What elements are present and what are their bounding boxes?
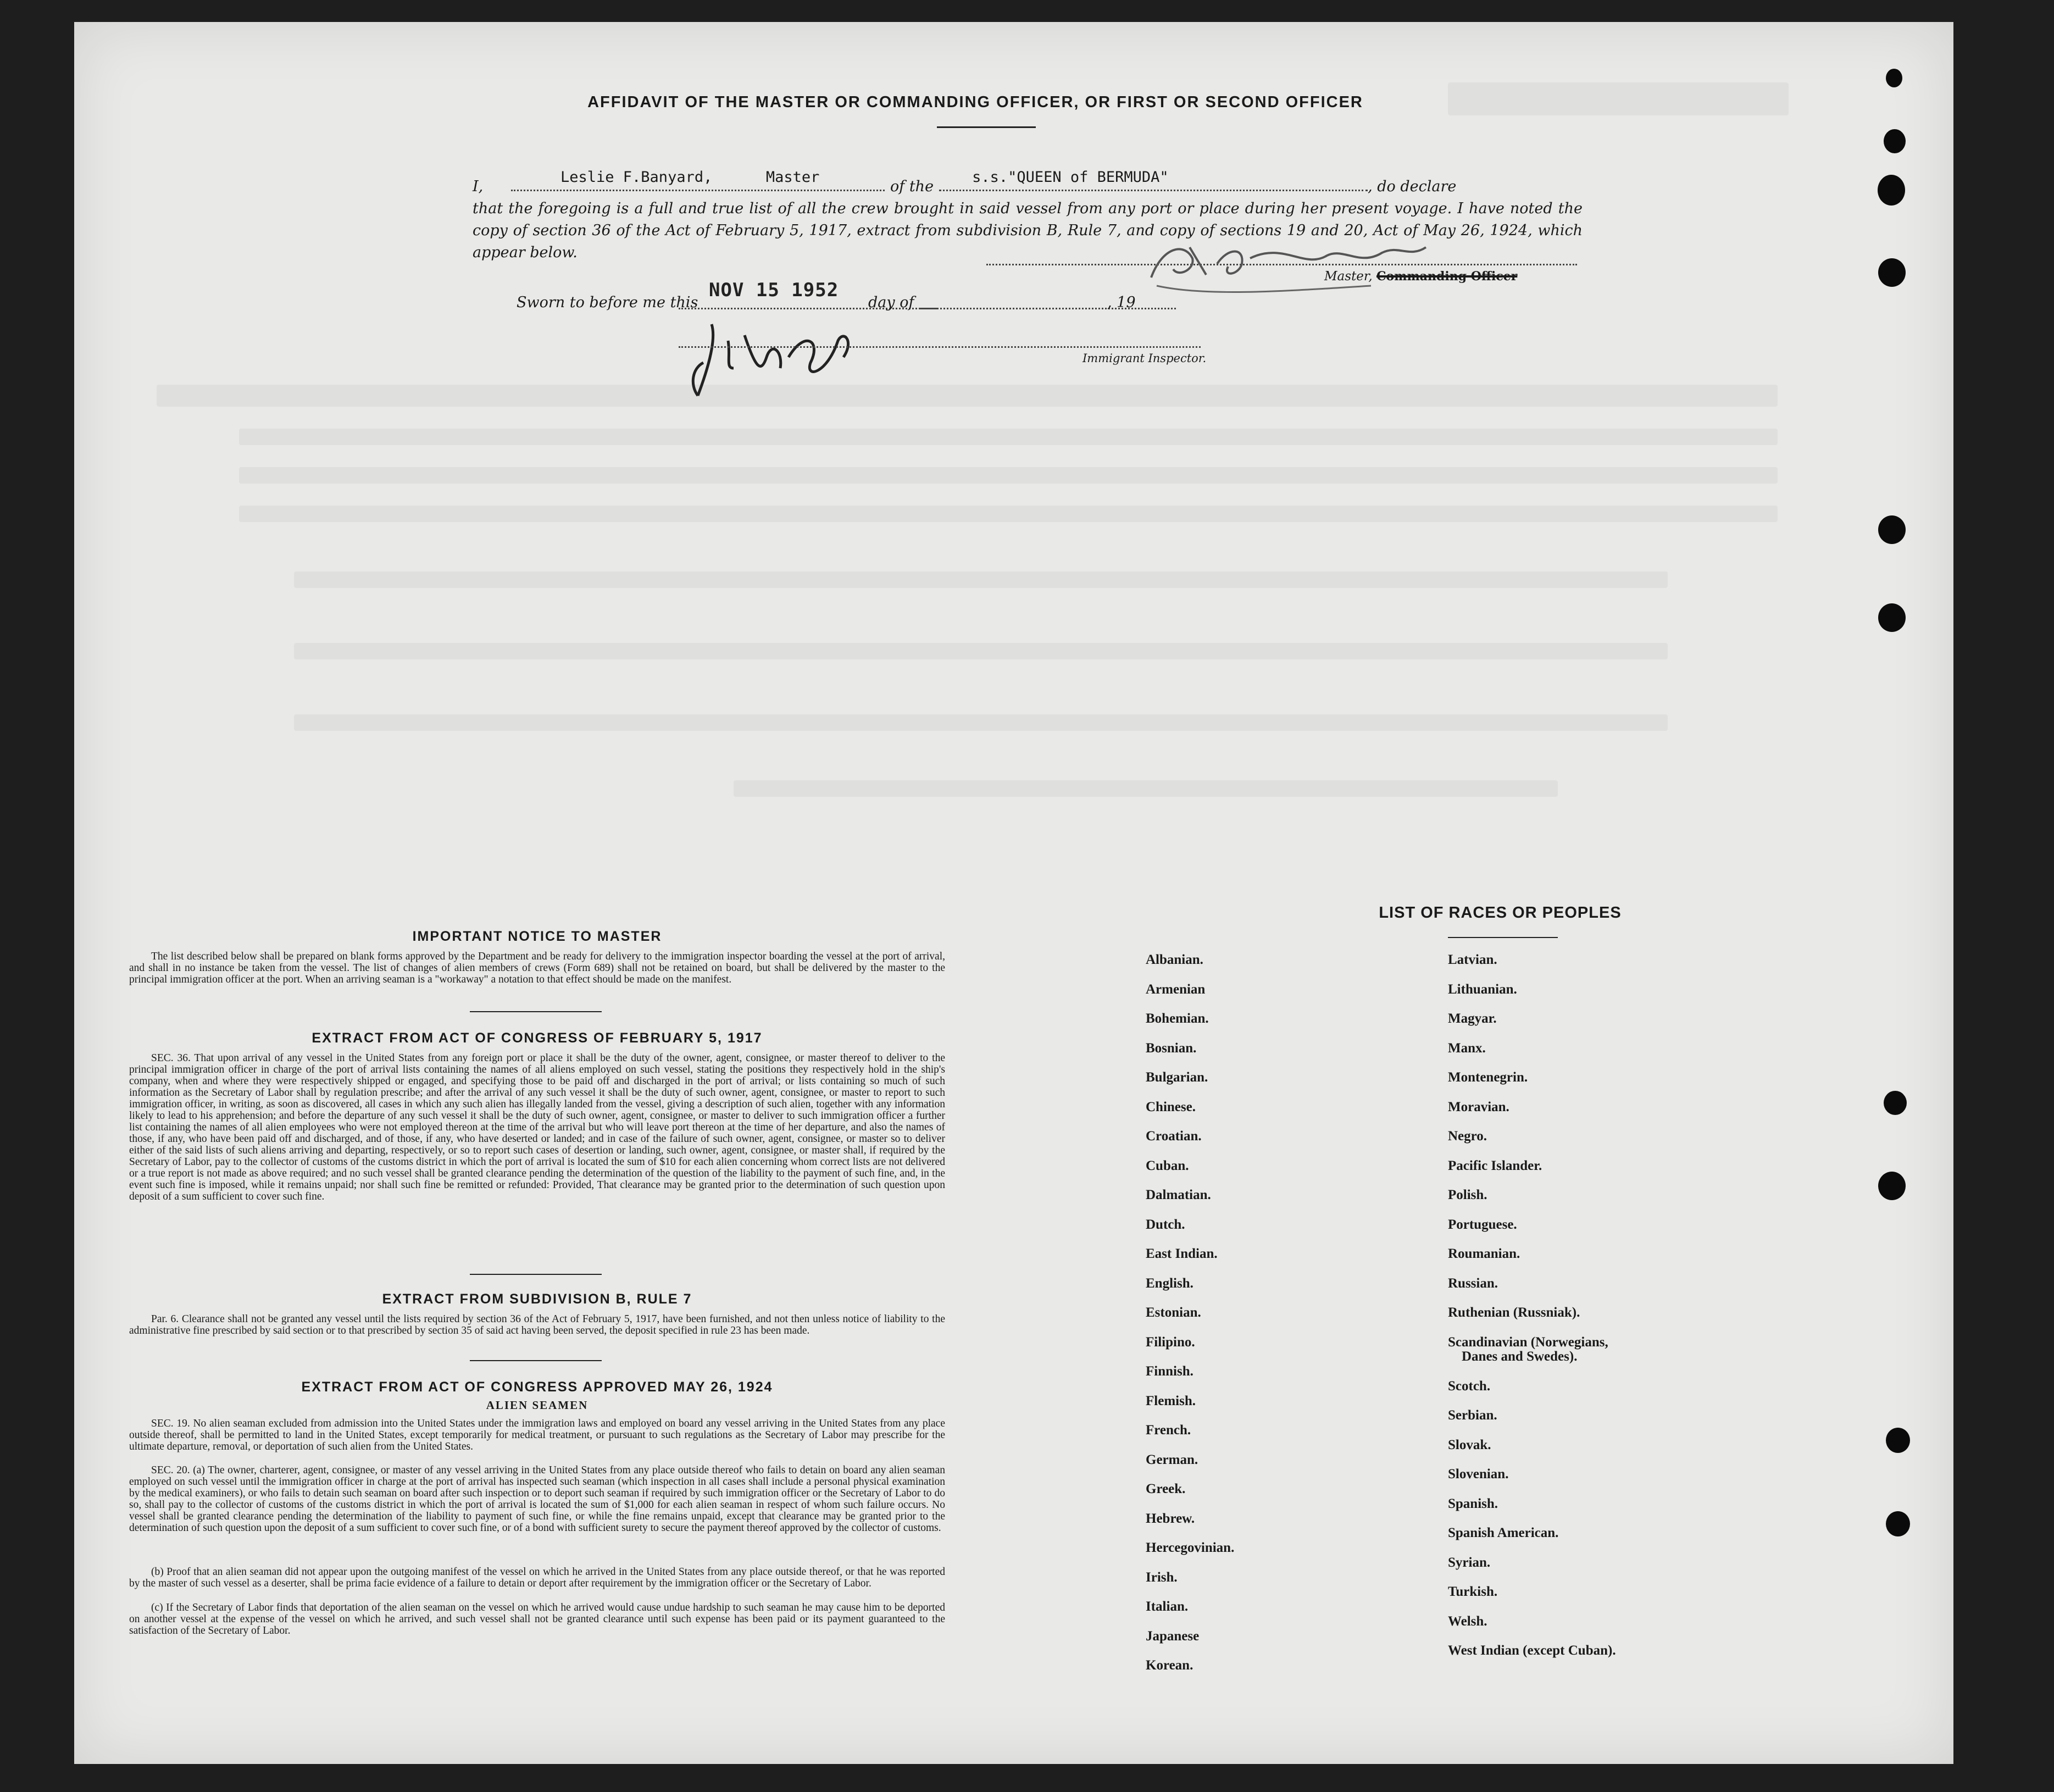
title-divider	[937, 126, 1036, 128]
race-item: Portuguese.	[1448, 1217, 1517, 1232]
races-divider	[1448, 937, 1558, 938]
vessel-name: s.s."QUEEN of BERMUDA"	[972, 169, 1169, 186]
race-item: Armenian	[1146, 981, 1206, 997]
alien-seamen-subtitle: ALIEN SEAMEN	[486, 1399, 589, 1412]
of-the-label: of the	[890, 178, 934, 195]
race-item: Slovak.	[1448, 1437, 1491, 1452]
divider	[470, 1011, 602, 1012]
race-item: Lithuanian.	[1448, 981, 1517, 997]
sworn-date-stamp: NOV 15 1952	[709, 279, 839, 301]
race-item: Bohemian.	[1146, 1011, 1209, 1026]
race-item: Finnish.	[1146, 1364, 1193, 1379]
race-item: Cuban.	[1146, 1158, 1189, 1173]
race-item: English.	[1146, 1275, 1193, 1291]
i-label: I,	[473, 178, 484, 195]
race-item: Slovenian.	[1448, 1467, 1509, 1482]
race-item: Filipino.	[1146, 1334, 1195, 1350]
punch-hole	[1878, 515, 1906, 544]
race-item: Dutch.	[1146, 1217, 1185, 1232]
bleed-through	[239, 467, 1778, 484]
race-item: Italian.	[1146, 1599, 1189, 1614]
race-item: Montenegrin.	[1448, 1070, 1528, 1085]
punch-hole	[1886, 1428, 1910, 1453]
race-item: Bulgarian.	[1146, 1070, 1208, 1085]
do-declare-label: , do declare	[1368, 178, 1457, 195]
race-item: Welsh.	[1448, 1613, 1487, 1629]
race-item: Polish.	[1448, 1188, 1487, 1202]
inspector-label: Immigrant Inspector.	[1082, 352, 1207, 365]
race-item: Turkish.	[1448, 1584, 1498, 1599]
race-item: East Indian.	[1146, 1246, 1218, 1261]
race-item: Spanish.	[1448, 1496, 1498, 1511]
race-item: Korean.	[1146, 1658, 1193, 1673]
race-item: Estonian.	[1146, 1305, 1201, 1320]
race-item: Syrian.	[1448, 1555, 1491, 1570]
sec19-text: SEC. 19. No alien seaman excluded from admission into the United States under the immigration laws and employed on board any vessel arriving in the United States from any place outside thereof, shall be permitted to land in the United States, except temporarily for medical treatment, or pursuant to such regulations as the Secretary of Labor may prescribe for the ultimate departure, removal, or deportation of such alien from the United States.	[129, 1418, 945, 1452]
divider	[470, 1360, 602, 1361]
race-item: Russian.	[1448, 1275, 1498, 1291]
race-item: Irish.	[1146, 1569, 1178, 1585]
inspector-signature-line	[679, 346, 1201, 348]
sec20b-text: (b) Proof that an alien seaman did not appear upon the outgoing manifest of the vessel on which he arrived in the United States from any place outside thereof, or that he was reported by the master of such vessel as a deserter, shall be prima facie evidence of a failure to detain or deport after requirement by the immigration officer or the Secretary of Labor.	[129, 1566, 945, 1589]
extract-1917-text: SEC. 36. That upon arrival of any vessel in the United States from any foreign port or place it shall be the duty of the owner, agent, consignee, or master thereof to deliver to the principal immigration officer in charge of the port of arrival lists containing the names of all aliens employed on such vessel, stating the positions they respectively hold in the ship's company, when and where they were respectively shipped or engaged, and specifying those to be paid off and discharged in the port of arrival; or lists containing so much of such information as the Secretary of Labor shall by regulation prescribe; and after the arrival of any such vessel it shall be the duty of such owner, agent, consignee, or master to report to such immigration officer, in writing, as soon as discovered, all cases in which any such alien has illegally landed from the vessel, giving a description of such alien, together with any information likely to lead to his apprehension; and before the departure of any such vessel it shall be the duty of such owner, agent, consignee, or master to deliver to such immigration officer a further list containing the names of all alien employees who were not employed thereon at the time of the arrival but who will leave port thereon at the time of her departure, and also the names of those, if any, who have been paid off and discharged, and of those, if any, who have deserted or landed; and in case of the failure of such owner, agent, consignee, or master so to deliver either of the said lists of such aliens arriving and departing, respectively, or so to report such cases of desertion or landing, such owner, agent, consignee, or master shall, if required by the Secretary of Labor, pay to the collector of customs of the customs district in which the port of arrival is located the sum of $10 for each alien concerning whom correct lists are not delivered or a true report is not made as above required; and no such vessel shall be granted clearance pending the determination of the question of the liability to the payment of such fine, and, in the event such fine is imposed, while it remains unpaid; nor shall such fine be remitted or refunded: Provided, That clearance may be granted prior to the determination of such question upon deposit of a sum sufficient to cover such fine.	[129, 1052, 945, 1202]
punch-hole	[1884, 129, 1906, 153]
rule7-title: EXTRACT FROM SUBDIVISION B, RULE 7	[382, 1291, 692, 1307]
year-prefix: , 19	[1107, 294, 1136, 311]
punch-hole	[1878, 258, 1906, 287]
punch-hole	[1878, 1172, 1906, 1200]
month-line	[920, 308, 1176, 309]
sworn-label: Sworn to before me this	[517, 294, 698, 311]
punch-hole	[1878, 175, 1905, 206]
master-label: Master, Commanding Officer	[1324, 269, 1518, 284]
races-title: LIST OF RACES OR PEOPLES	[1379, 904, 1622, 922]
declaration-text: that the foregoing is a full and true list of all the crew brought in said vessel from any port or place during her present voyage. I have noted the copy of section 36 of the Act of February 5, 1917, extract from subdivision B, Rule 7, and copy of sections 19 and 20, Act of May 26, 1924, which appear below.	[473, 200, 1583, 261]
inspector-signature	[679, 308, 920, 407]
bleed-through	[294, 643, 1668, 659]
bleed-through	[239, 506, 1778, 522]
punch-hole	[1884, 1091, 1907, 1115]
race-item: Croatian.	[1146, 1129, 1202, 1144]
race-item: Albanian.	[1146, 952, 1203, 967]
race-item: Flemish.	[1146, 1393, 1196, 1408]
race-item: Chinese.	[1146, 1099, 1196, 1114]
punch-hole	[1886, 69, 1902, 87]
race-item: West Indian (except Cuban).	[1448, 1643, 1616, 1658]
divider	[470, 1274, 602, 1275]
race-item: Danes and Swedes).	[1462, 1349, 1578, 1364]
vessel-field	[939, 169, 1368, 191]
race-item: Greek.	[1146, 1482, 1186, 1496]
punch-hole	[1886, 1511, 1910, 1536]
race-item: Hebrew.	[1146, 1511, 1195, 1526]
race-item: Dalmatian.	[1146, 1188, 1211, 1202]
rule7-text: Par. 6. Clearance shall not be granted any vessel until the lists required by section 36 of the Act of February 5, 1917, have been furnished, and not then unless notice of liability to the administrative fine prescribed by said section or to that prescribed by section 35 of said act having been served, the deposit specified in rule 23 has been made.	[129, 1313, 945, 1336]
notice-title: IMPORTANT NOTICE TO MASTER	[412, 929, 662, 944]
race-item: Hercegovinian.	[1146, 1540, 1235, 1555]
sec20a-text: SEC. 20. (a) The owner, charterer, agent, consignee, or master of any vessel arriving in the United States from any place outside thereof who fails to detain on board any alien seaman employed on such vessel until the immigration officer in charge at the port of arrival has inspected such seaman (which inspection in all cases shall include a personal physical examination by the medical examiners), or who fails to detain such seaman on board after such inspection or to deport such seaman if required by such immigration officer or the Secretary of Labor to do so, shall pay to the collector of customs of the customs district in which the port of arrival is located the sum of $1,000 for each alien seaman in respect of whom such failure occurs. No vessel shall be granted clearance pending the determination of the liability to payment of such fine, or while the fine remains unpaid, except that clearance may be granted prior to the determination of such question upon the deposit of a sum sufficient to cover such fine, or of a bond with sufficient surety to secure the payment thereof approved by the collector of customs.	[129, 1464, 945, 1534]
race-item: Manx.	[1448, 1040, 1486, 1056]
bleed-through	[294, 572, 1668, 588]
affidavit-title: AFFIDAVIT OF THE MASTER OR COMMANDING OFFICER, OR FIRST OR SECOND OFFICER	[587, 93, 1363, 111]
bleed-through	[294, 714, 1668, 731]
race-item: Japanese	[1146, 1628, 1200, 1644]
race-item: German.	[1146, 1452, 1198, 1467]
bleed-through	[239, 429, 1778, 445]
extract-1917-title: EXTRACT FROM ACT OF CONGRESS OF FEBRUARY 5, 1917	[312, 1030, 763, 1046]
bleed-through	[157, 385, 1778, 407]
race-item: French.	[1146, 1423, 1191, 1438]
bleed-through	[734, 780, 1558, 797]
race-item: Ruthenian (Russniak).	[1448, 1305, 1580, 1320]
notice-text: The list described below shall be prepared on blank forms approved by the Department and be ready for delivery to the immigration inspector boarding the vessel at the port of arrival, and shall in no instance be taken from the vessel. The list of changes of alien members of crews (Form 689) shall not be retained on board, but shall be delivered by the master to the principal immigration officer at the port. When an arriving seaman is a "workaway" a notation to that effect should be made on the manifest.	[129, 951, 945, 985]
race-item: Scotch.	[1448, 1378, 1491, 1394]
day-of-label: day of	[868, 294, 914, 311]
sec20c-text: (c) If the Secretary of Labor finds that deportation of the alien seaman on the vessel on which he arrived would cause undue hardship to such seaman he may cause him to be deported on another vessel at the expense of the vessel on which he arrived, and such vessel shall not be granted clearance until such expense has been paid or its payment guaranteed to the satisfaction of the Secretary of Labor.	[129, 1602, 945, 1636]
extract-1924-title: EXTRACT FROM ACT OF CONGRESS APPROVED MAY 26, 1924	[301, 1379, 773, 1395]
race-item: Pacific Islander.	[1448, 1158, 1542, 1173]
master-name: Leslie F.Banyard,	[560, 169, 713, 186]
master-signature	[1140, 225, 1437, 302]
race-item: Serbian.	[1448, 1408, 1497, 1423]
race-item: Bosnian.	[1146, 1040, 1197, 1056]
race-item: Negro.	[1448, 1129, 1487, 1144]
race-item: Roumanian.	[1448, 1246, 1520, 1261]
race-item: Moravian.	[1448, 1099, 1509, 1114]
master-name-field	[511, 169, 885, 191]
document-page	[74, 22, 1953, 1764]
punch-hole	[1878, 603, 1906, 632]
struck-title: Commanding Officer	[1376, 269, 1518, 284]
master-rank: Master	[765, 169, 820, 186]
race-item: Scandinavian (Norwegians,	[1448, 1334, 1608, 1350]
race-item: Magyar.	[1448, 1011, 1497, 1026]
race-item: Spanish American.	[1448, 1525, 1559, 1540]
race-item: Latvian.	[1448, 952, 1497, 967]
